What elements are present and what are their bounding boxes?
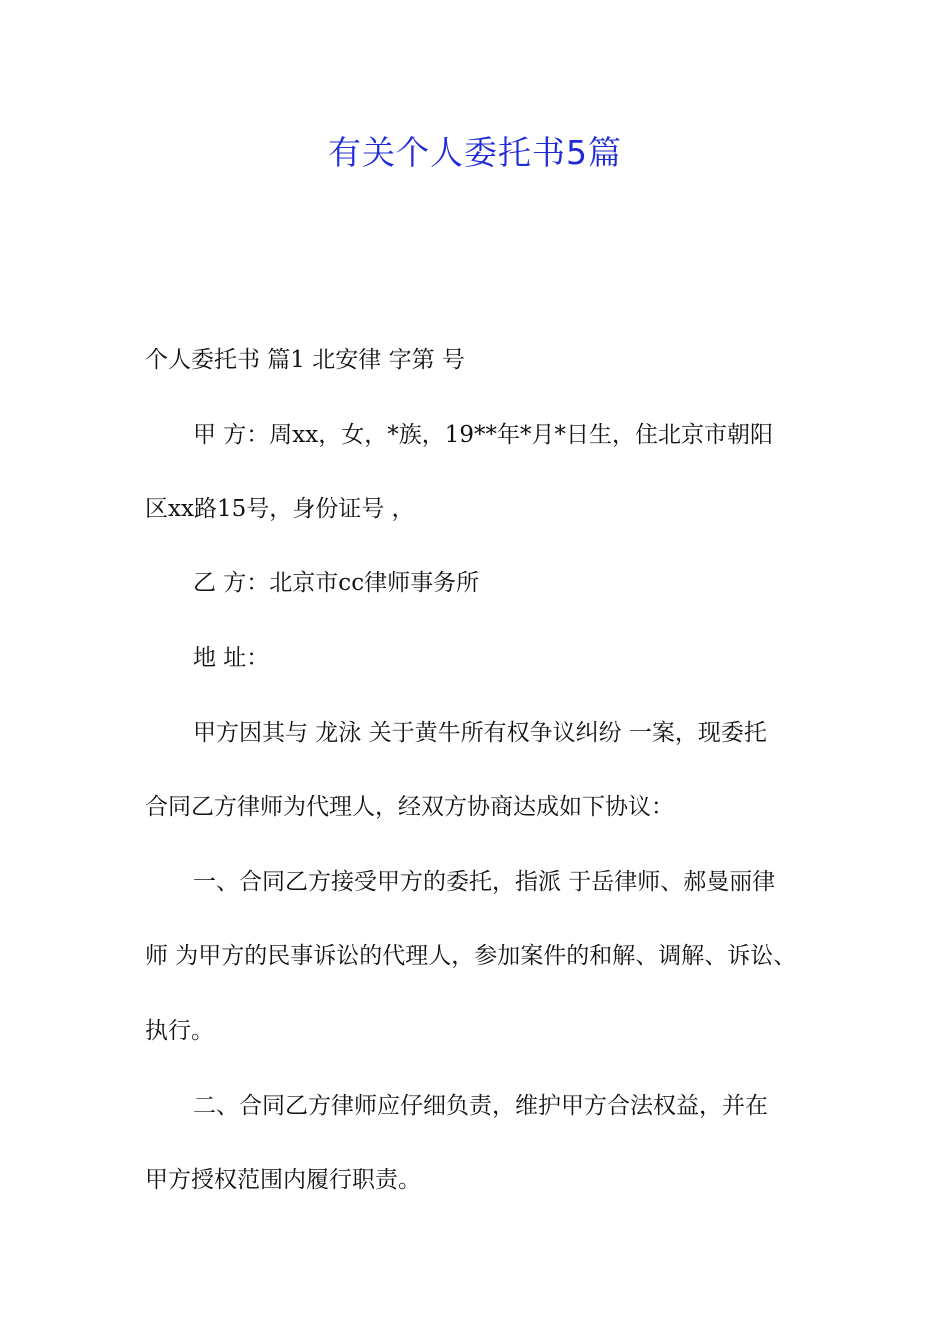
clause-one-line: 师 为甲方的民事诉讼的代理人，参加案件的和解、调解、诉讼、 (145, 943, 797, 969)
clause-one-line: 一、合同乙方接受甲方的委托，指派 于岳律师、郝曼丽律 (193, 869, 776, 895)
clause-one-line: 执行。 (145, 1018, 214, 1044)
clause-two-line: 二、合同乙方律师应仔细负责，维护甲方合法权益，并在 (193, 1093, 768, 1119)
address-line: 地 址： (193, 645, 270, 671)
heading-line: 个人委托书 篇1 北安律 字第 号 (145, 347, 465, 373)
document-title: 有关个人委托书5篇 (328, 133, 622, 172)
clause-two-line: 甲方授权范围内履行职责。 (145, 1167, 421, 1193)
party-a-address-line: 区xx路15号，身份证号 ， (145, 496, 415, 522)
paragraph-line: 合同乙方律师为代理人，经双方协商达成如下协议： (145, 794, 674, 820)
party-b-line: 乙 方：北京市cc律师事务所 (193, 570, 480, 596)
party-a-line: 甲 方：周xx，女，*族，19**年*月*日生，住北京市朝阳 (193, 422, 774, 448)
paragraph-line: 甲方因其与 龙泳 关于黄牛所有权争议纠纷 一案，现委托 (193, 720, 767, 746)
